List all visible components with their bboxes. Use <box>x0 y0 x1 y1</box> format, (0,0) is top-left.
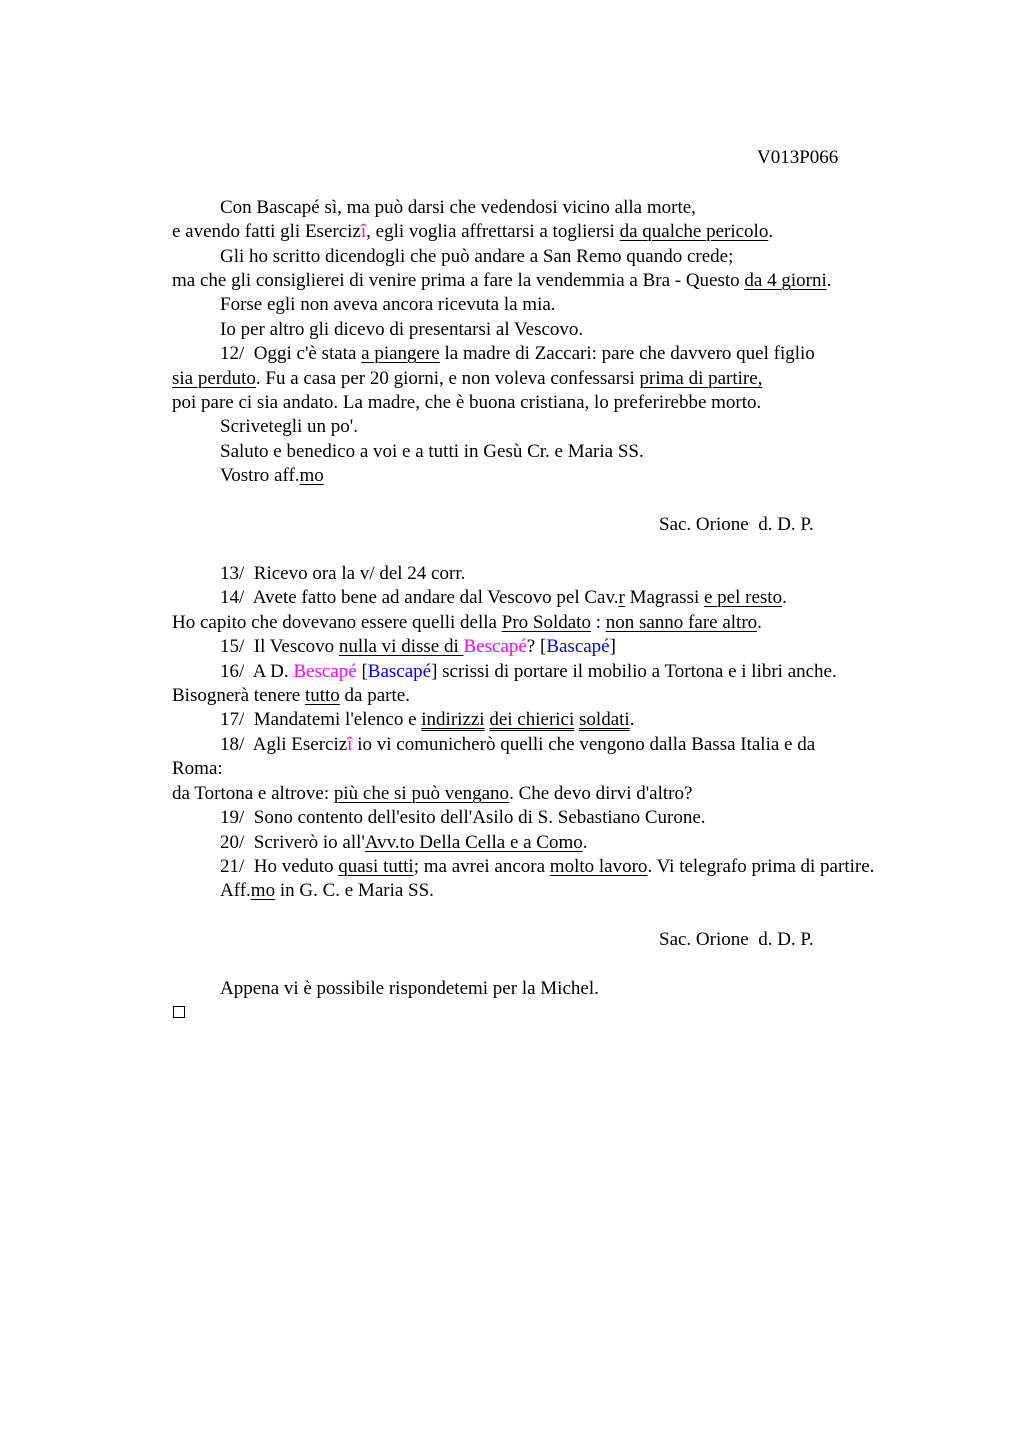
text-line: 21/ Ho veduto quasi tutti; ma avrei ancora molto lavoro. Vi telegrafo prima di partire. <box>220 856 875 877</box>
text-line: da Tortona e altrove: più che si può vengano. Che devo dirvi d'altro? <box>172 783 693 804</box>
signature: Sac. Orione d. D. P. <box>659 929 814 950</box>
text-line: 17/ Mandatemi l'elenco e indirizzi dei chierici soldati. <box>220 709 635 730</box>
checkbox-square-icon <box>173 1006 185 1018</box>
text-line: 18/ Agli Esercizî io vi comunicherò quelli che vengono dalla Bassa Italia e da <box>220 734 816 755</box>
text-line: 15/ Il Vescovo nulla vi disse di Bescapé? [Bascapé] <box>220 636 616 657</box>
text-line: Ho capito che dovevano essere quelli della Pro Soldato : non sanno fare altro. <box>172 612 762 633</box>
text-line: Gli ho scritto dicendogli che può andare a San Remo quando crede; <box>220 246 734 267</box>
signature: Sac. Orione d. D. P. <box>659 514 814 535</box>
text-line: 16/ A D. Bescapé [Bascapé] scrissi di portare il mobilio a Tortona e i libri anche. <box>220 661 837 682</box>
text-line: 12/ Oggi c'è stata a piangere la madre di Zaccari: pare che davvero quel figlio <box>220 343 815 364</box>
text-line: 19/ Sono contento dell'esito dell'Asilo di S. Sebastiano Curone. <box>220 807 706 828</box>
text-line: 14/ Avete fatto bene ad andare dal Vescovo pel Cav.r Magrassi e pel resto. <box>220 587 787 608</box>
text-line: poi pare ci sia andato. La madre, che è buona cristiana, lo preferirebbe morto. <box>172 392 762 413</box>
text-line: Bisognerà tenere tutto da parte. <box>172 685 410 706</box>
postscript: Appena vi è possibile rispondetemi per la Michel. <box>220 978 599 999</box>
text-line: Forse egli non aveva ancora ricevuta la mia. <box>220 294 556 315</box>
text-line: Scrivetegli un po'. <box>220 416 358 437</box>
text-line: Saluto e benedico a voi e a tutti in Gesù Cr. e Maria SS. <box>220 441 644 462</box>
document-id: V013P066 <box>757 147 839 168</box>
text-line: Roma: <box>172 758 223 779</box>
closing-line: Vostro aff.mo <box>220 465 324 486</box>
text-line: e avendo fatti gli Esercizî, egli voglia affrettarsi a togliersi da qualche pericolo. <box>172 221 774 242</box>
closing-line: Aff.mo in G. C. e Maria SS. <box>220 880 434 901</box>
text-line: Io per altro gli dicevo di presentarsi al Vescovo. <box>220 319 584 340</box>
text-line: sia perduto. Fu a casa per 20 giorni, e non voleva confessarsi prima di partire, <box>172 368 763 389</box>
text-line: 13/ Ricevo ora la v/ del 24 corr. <box>220 563 466 584</box>
text-line: Con Bascapé sì, ma può darsi che vedendosi vicino alla morte, <box>220 197 696 218</box>
text-line: ma che gli consiglierei di venire prima a fare la vendemmia a Bra - Questo da 4 giorni. <box>172 270 832 291</box>
text-line: 20/ Scriverò io all'Avv.to Della Cella e a Como. <box>220 832 588 853</box>
